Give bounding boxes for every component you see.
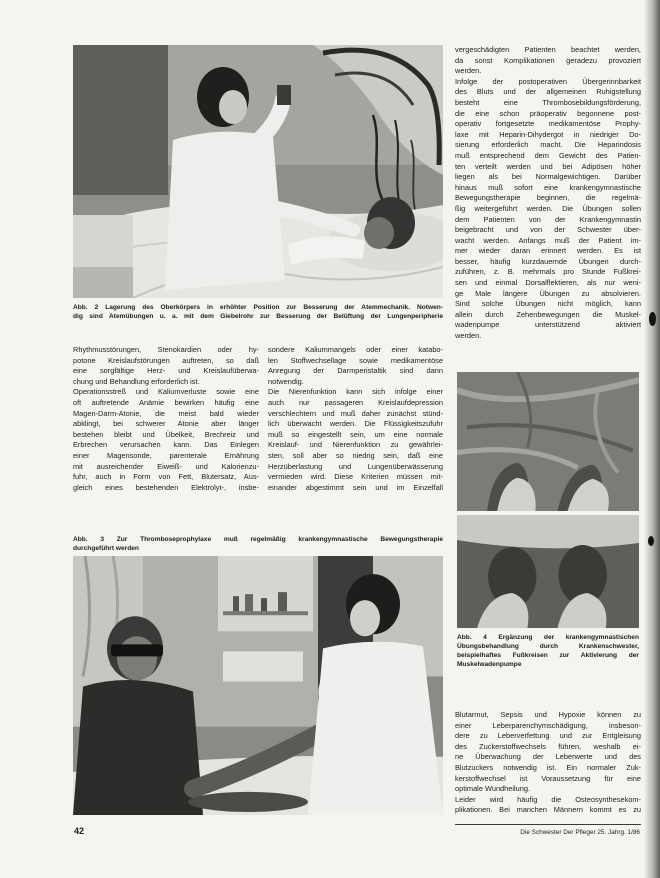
text-line: werden. [455, 66, 482, 76]
text-line: abklingt, bei schwerer Atonie aber länger [73, 419, 259, 429]
page-number: 42 [74, 826, 85, 836]
figure-4b-image [457, 515, 639, 628]
caption-line: dig sind Atemübungen u. a. mit dem Giebelrohr zur Besserung der Belüftung der Lungenperipherie [73, 313, 443, 320]
text-line: Rhythmusstörungen, Stenokardien oder hy- [73, 345, 259, 354]
text-line: Magen-Darm-Atonie, die meist bald wieder [73, 408, 259, 418]
figure-2-caption [73, 303, 443, 321]
text-line: ne Überwachung der Leberwerte und des [455, 752, 641, 762]
text-line: da sonst Komplikationen geradezu provoziert [455, 55, 641, 65]
text-line: besteht eine Thrombosebildungsförderung, [455, 97, 641, 107]
caption-line: beispielhaftes Fußkreisen zur Aktivierung der [457, 652, 639, 659]
text-line: werden. [455, 331, 482, 341]
text-line: muß so eingestellt sein, um eine normale [268, 429, 443, 439]
figure-4-photo-top [457, 372, 639, 511]
text-line: chung und Behandlung erforderlich ist. [73, 376, 200, 386]
text-line: Bewegungstherapie beginnen, die regelmä- [455, 193, 641, 203]
figure-2-photo [73, 45, 443, 298]
text-line: notwendig. [268, 376, 304, 386]
text-line: bestehen bleibt und Übelkeit, Brechreiz und [73, 429, 259, 439]
text-line: sten, soll aber so niedrig sein, daß eine [268, 450, 443, 460]
footer-rule [455, 824, 641, 825]
text-line: beigebracht und von der Schwester über- [455, 225, 641, 235]
text-line: kerstoffwechsel ist Voraussetzung für eine [455, 773, 641, 783]
sunglasses [111, 644, 163, 656]
caption-line: Abb. 4 Ergänzung der krankengymnastischen [457, 634, 639, 641]
text-line: Erbrechen verursachen kann. Das Einlegen [73, 440, 259, 450]
caption-line: Übungsbehandlung durch Krankenschwester, [457, 643, 639, 650]
text-line: vermieden wird. Diese Kriterien müssen mit- [268, 472, 443, 482]
bedside-table [73, 215, 133, 298]
scan-speck [648, 536, 654, 546]
text-line: sondere Kaliummangels oder einer katabo- [268, 345, 443, 354]
text-line: Blutzuckers notwendig ist. Ein normaler Zuk- [455, 762, 641, 772]
figure-3-image [73, 556, 443, 815]
text-line: len Stoffwechsellage sowie medikamentöse [268, 355, 443, 365]
text-column-center [268, 345, 443, 493]
text-column-right-top [455, 45, 641, 342]
text-line: Leider wird häufig die Osteosynthesekom- [455, 794, 641, 804]
text-line: ßig weitergeführt werden. Die Übungen sollen [455, 203, 641, 213]
scan-speck [649, 312, 656, 326]
text-line: dere zu Leberverfettung und zur Entgleisung [455, 731, 641, 741]
text-line: Anregung der Darmperistaltik sind dann [268, 366, 443, 376]
text-line: potone Kreislaufstörungen auftreten, so daß [73, 355, 259, 365]
figure-4a-image [457, 372, 639, 511]
text-line: vergeschädigten Patienten beachtet werden, [455, 45, 641, 54]
text-line: lich überwacht werden. Die Flüssigkeitszufuhr [268, 419, 443, 429]
text-line: allein durch Zehenbewegungen die Muskel- [455, 309, 641, 319]
text-line: Die Nierenfunktion kann sich infolge einer [268, 387, 443, 397]
text-line: Herzüberlastung und Lungenüberwässerung [268, 461, 443, 471]
text-line: Operationsstreß und Kaliumverluste sowie eine [73, 387, 259, 397]
text-line: sierung erforderlich macht. Die Heparindosis [455, 140, 641, 150]
text-line: verschlechtern und muß daher zunächst stünd- [268, 408, 443, 418]
blanket [457, 372, 639, 511]
figure-3-caption [73, 535, 443, 553]
text-line: einer Leberparenchymschädigung, insbeson- [455, 720, 641, 730]
text-line: Sind solche Übungen nicht möglich, kann [455, 299, 641, 309]
text-line: Infolge der postoperativen Übergerinnbarkeit [455, 76, 641, 86]
text-line: muß entsprechend dem Gewicht des Patien- [455, 150, 641, 160]
text-line: wadenpumpe unterstützend aktiviert [455, 320, 641, 330]
text-line: die eine schon präoperativ begonnene post- [455, 108, 641, 118]
text-line: hinaus muß sofort eine krankengymnastische [455, 182, 641, 192]
text-line: besser, häufig kurzdauernde Übungen durch- [455, 256, 641, 266]
caption-line: Muskelwadenpumpe [457, 661, 522, 668]
text-column-right-bottom [455, 710, 641, 816]
text-line: mit ausreichender Eiweiß- und Kalorienzu- [73, 461, 259, 471]
text-line: ten verteilt werden und bei Adipösen höher [455, 161, 641, 171]
figure-4-photo-bottom [457, 515, 639, 628]
text-line: operativ fortgesetzte medikamentöse Prophy- [455, 119, 641, 129]
figure-3-photo [73, 556, 443, 815]
figure-4-caption [457, 633, 639, 669]
caption-line: durchgeführt werden [73, 545, 139, 552]
text-line: dem Patienten von der Krankengymnastin [455, 214, 641, 224]
footer-journal: Die Schwester Der Pfleger 25. Jahrg. 1/86 [520, 829, 640, 836]
text-column-left [73, 345, 259, 493]
caption-line: Abb. 3 Zur Thromboseprophylaxe muß regelmäßig krankengymnastische Bewegungstherapie [73, 536, 443, 543]
text-line: plikationen. Bei manchen Männern kommt es zu [455, 805, 641, 815]
wall-cabinet [218, 556, 313, 631]
text-line: zuführen, z. B. mehrmals pro Stunde Fußkrei- [455, 267, 641, 277]
text-line: optimale Wundheilung. [455, 784, 531, 794]
figure-2-image [73, 45, 443, 298]
text-line: fuhr, auch in Form von Fett, Blutersatz, Aus- [73, 472, 259, 482]
text-line: Blutarmut, Sepsis und Hypoxie können zu [455, 710, 641, 719]
binding-shadow [644, 0, 660, 878]
text-line: Kreislauf- und Nierenfunktion zu gewährlei- [268, 440, 443, 450]
text-line: einer Magensonde, parenterale Ernährung [73, 450, 259, 460]
text-line: oft auftretende Anämie bewirken häufig eine [73, 397, 259, 407]
text-line: mer wieder daran erinnert werden. Es ist [455, 246, 641, 256]
text-line: auch nur passageren Kreislaufdepression [268, 397, 443, 407]
text-line: sen und einmal Dorsalflektieren, als nur weni- [455, 278, 641, 288]
text-line: des Bluts und der allgemeinen Ruhigstellung [455, 87, 641, 97]
text-line: liegen als bei Normalgewichtigen. Darüber [455, 172, 641, 182]
caption-line: Abb. 2 Lagerung des Oberkörpers in erhöhter Position zur Besserung der Atemmechanik. Notwen- [73, 304, 443, 311]
text-line: des Zuckerstoffwechsels führen, weshalb ei- [455, 741, 641, 751]
text-line: laxe mit Heparin-Dihydergot in niedriger Do- [455, 129, 641, 139]
text-line: ge Male längere Übungen zu absolvieren. [455, 288, 641, 298]
text-line: einander abgestimmt sein und im Einzelfall [268, 482, 443, 492]
text-line: gleich eines bestehenden Elektrolyt-, insbe- [73, 482, 259, 492]
background [457, 515, 639, 628]
text-line: wacht werden. Anfangs muß der Patient im- [455, 235, 641, 245]
sink [223, 651, 303, 681]
text-line: eine sorgfältige Herz- und Kreislaufüberwa- [73, 366, 259, 376]
